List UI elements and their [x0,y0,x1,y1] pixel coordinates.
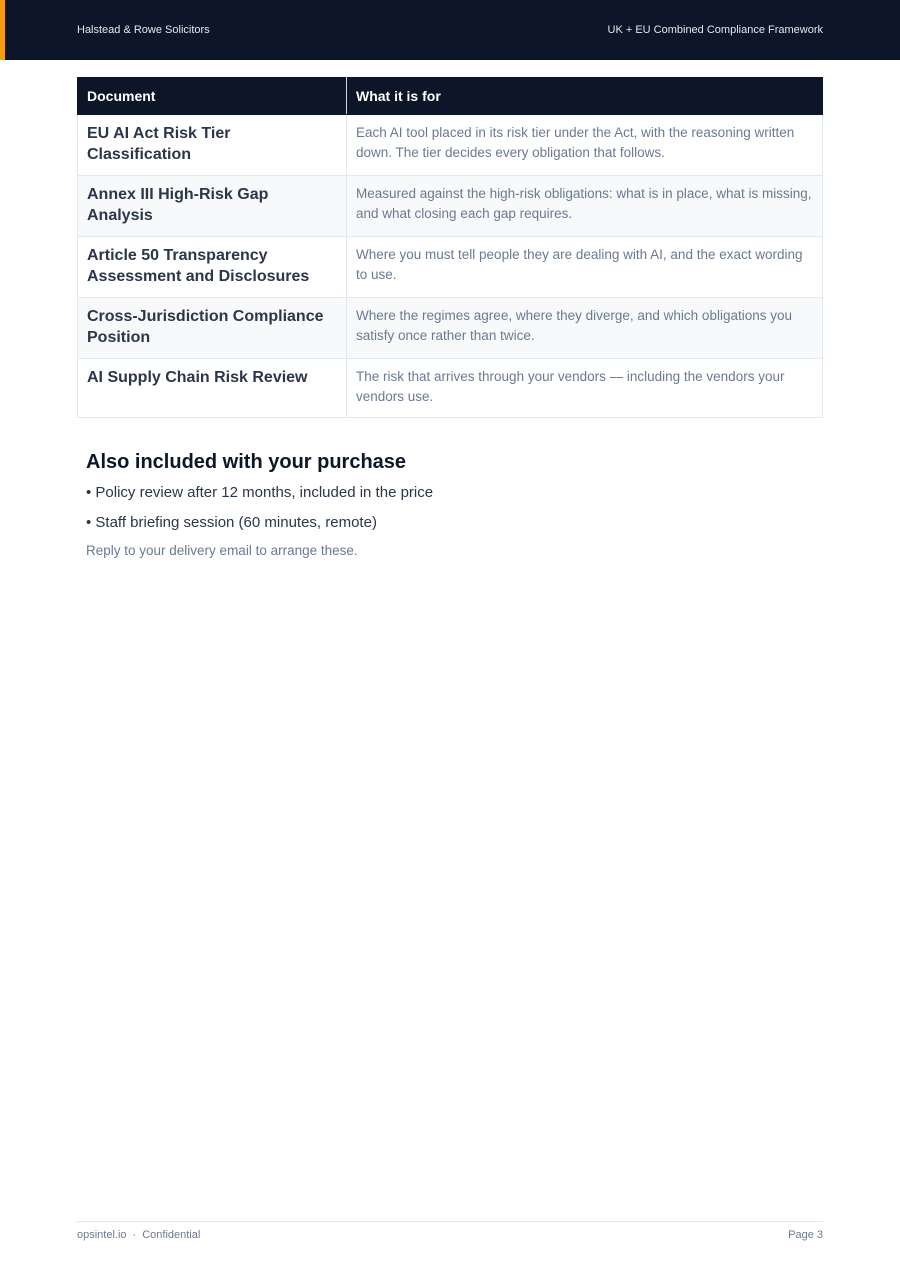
document-purpose: Measured against the high-risk obligations: what is in place, what is missing, and what closing each gap requires. [347,176,823,237]
document-name: Cross-Jurisdiction Compliance Position [78,298,347,359]
column-header-purpose: What it is for [347,78,823,115]
table-row [78,298,823,359]
document-purpose: Where the regimes agree, where they diverge, and which obligations you satisfy once rather than twice. [347,298,823,359]
documents-table [77,77,823,418]
framework-title: UK + EU Combined Compliance Framework [607,24,823,36]
footer-site: opsintel.io [77,1229,127,1241]
page-number: Page 3 [788,1229,823,1241]
table-row [78,115,823,176]
table-row [78,176,823,237]
document-purpose: Where you must tell people they are dealing with AI, and the exact wording to use. [347,237,823,298]
document-name: EU AI Act Risk Tier Classification [78,115,347,176]
footer-separator: · [132,1229,137,1241]
table-row [78,359,823,418]
extras-item: • Staff briefing session (60 minutes, remote) [86,514,377,531]
footer-confidential-label: Confidential [142,1229,201,1241]
extras-item: • Policy review after 12 months, included in the price [86,484,434,501]
footer-left [77,1229,200,1242]
header-accent-bar [0,0,5,60]
document-name: Article 50 Transparency Assessment and Disclosures [78,237,347,298]
table-row [78,237,823,298]
document-name: AI Supply Chain Risk Review [78,359,347,418]
page-header [0,0,900,60]
document-purpose: The risk that arrives through your vendors — including the vendors your vendors use. [347,359,823,418]
extras-note: Reply to your delivery email to arrange these. [86,543,358,558]
column-header-document: Document [78,78,347,115]
document-purpose: Each AI tool placed in its risk tier under the Act, with the reasoning written down. The tier decides every obligation that follows. [347,115,823,176]
footer-divider [77,1221,823,1222]
firm-name: Halstead & Rowe Solicitors [77,24,210,36]
included-extras-section [86,450,806,559]
table-header-row [78,78,823,115]
extras-heading: Also included with your purchase [86,451,407,473]
document-name: Annex III High-Risk Gap Analysis [78,176,347,237]
